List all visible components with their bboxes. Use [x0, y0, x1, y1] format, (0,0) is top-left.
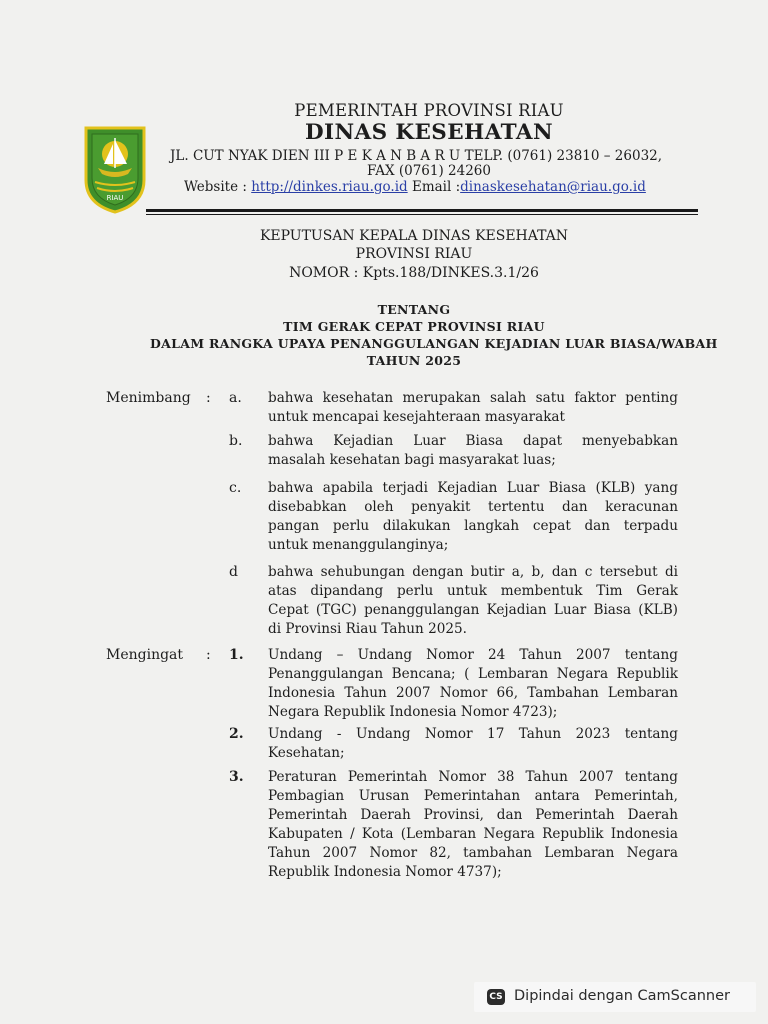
menimbang-item-c	[268, 479, 678, 555]
text-line: bahwa apabila terjadi Kejadian Luar Biasa (KLB) yang	[268, 480, 678, 496]
letterhead-government: PEMERINTAH PROVINSI RIAU	[294, 101, 564, 120]
letterhead-divider-thin	[146, 214, 698, 215]
text-line: Penanggulangan Bencana; ( Lembaran Negara Republik	[268, 666, 678, 682]
text-line: Republik Indonesia Nomor 4737);	[268, 864, 502, 880]
mengingat-marker-1: 1.	[229, 647, 244, 663]
text-line: masalah kesehatan bagi masyarakat luas;	[268, 452, 556, 468]
text-line: Pemerintah Daerah Provinsi, dan Pemerintah Daerah	[268, 807, 678, 823]
menimbang-item-d	[268, 563, 678, 639]
email-link[interactable]: dinaskesehatan@riau.go.id	[460, 179, 646, 195]
subject-heading: TENTANG	[377, 302, 451, 317]
mengingat-marker-3: 3.	[229, 769, 244, 785]
menimbang-marker-c: c.	[229, 480, 242, 496]
menimbang-item-b	[268, 432, 678, 470]
decree-number: NOMOR : Kpts.188/DINKES.3.1/26	[289, 265, 539, 281]
letterhead-contact	[184, 179, 646, 195]
letterhead-agency: DINAS KESEHATAN	[304, 120, 553, 145]
text-line: Pembagian Urusan Pemerintahan antara Pemerintah,	[268, 788, 678, 804]
letterhead-divider	[146, 209, 698, 212]
menimbang-marker-d: d	[229, 564, 238, 580]
text-line: Peraturan Pemerintah Nomor 38 Tahun 2007 tentang	[268, 769, 678, 785]
mengingat-label: Mengingat	[106, 647, 184, 663]
text-line: Kesehatan;	[268, 745, 345, 761]
subject-line-1: TIM GERAK CEPAT PROVINSI RIAU	[283, 319, 545, 334]
menimbang-marker-a: a.	[229, 390, 242, 406]
text-line: untuk menanggulanginya;	[268, 537, 449, 553]
email-label: Email :	[407, 179, 461, 195]
menimbang-marker-b: b.	[229, 433, 243, 449]
decree-title: KEPUTUSAN KEPALA DINAS KESEHATAN	[259, 228, 569, 244]
camscanner-logo-icon: CS	[487, 989, 505, 1005]
text-line: Tahun 2007 Nomor 82, tambahan Lembaran Negara	[268, 845, 678, 861]
website-link[interactable]: http://dinkes.riau.go.id	[251, 179, 408, 195]
mengingat-item-2	[268, 725, 678, 763]
menimbang-item-a	[268, 389, 678, 427]
riau-emblem-logo	[82, 124, 148, 214]
mengingat-colon: :	[206, 647, 211, 663]
text-line: disebabkan oleh penyakit tertentu dan keracunan	[268, 499, 678, 515]
letterhead-fax: FAX (0761) 24260	[367, 163, 491, 179]
subject-line-2: DALAM RANGKA UPAYA PENANGGULANGAN KEJADIAN LUAR BIASA/WABAH	[150, 336, 718, 351]
menimbang-colon: :	[206, 390, 211, 406]
text-line: bahwa kesehatan merupakan salah satu faktor penting	[268, 390, 678, 406]
text-line: Negara Republik Indonesia Nomor 4723);	[268, 704, 558, 720]
text-line: bahwa Kejadian Luar Biasa dapat menyebabkan	[268, 433, 678, 449]
decree-province: PROVINSI RIAU	[355, 246, 473, 262]
letterhead-address: JL. CUT NYAK DIEN III P E K A N B A R U TELP. (0761) 23810 – 26032,	[170, 148, 663, 164]
text-line: Cepat (TGC) penanggulangan Kejadian Luar Biasa (KLB)	[268, 602, 678, 618]
camscanner-text: Dipindai dengan CamScanner	[514, 988, 731, 1004]
subject-line-3: TAHUN 2025	[366, 353, 462, 368]
text-line: Undang - Undang Nomor 17 Tahun 2023 tentang	[268, 726, 678, 742]
text-line: Indonesia Tahun 2007 Nomor 66, Tambahan Lembaran	[268, 685, 678, 701]
mengingat-item-3	[268, 768, 678, 882]
text-line: pangan perlu dilakukan langkah cepat dan terpadu	[268, 518, 678, 534]
text-line: Undang – Undang Nomor 24 Tahun 2007 tentang	[268, 647, 678, 663]
menimbang-label: Menimbang	[106, 390, 191, 406]
svg-text:RIAU: RIAU	[106, 194, 124, 202]
text-line: bahwa sehubungan dengan butir a, b, dan c tersebut di	[268, 564, 678, 580]
mengingat-item-1	[268, 646, 678, 722]
mengingat-marker-2: 2.	[229, 726, 244, 742]
text-line: atas dipandang perlu untuk membentuk Tim Gerak	[268, 583, 678, 599]
camscanner-watermark	[474, 982, 756, 1012]
text-line: Kabupaten / Kota (Lembaran Negara Republik Indonesia	[268, 826, 678, 842]
text-line: untuk mencapai kesejahteraan masyarakat	[268, 409, 565, 425]
text-line: di Provinsi Riau Tahun 2025.	[268, 621, 468, 637]
website-label: Website :	[184, 179, 252, 195]
